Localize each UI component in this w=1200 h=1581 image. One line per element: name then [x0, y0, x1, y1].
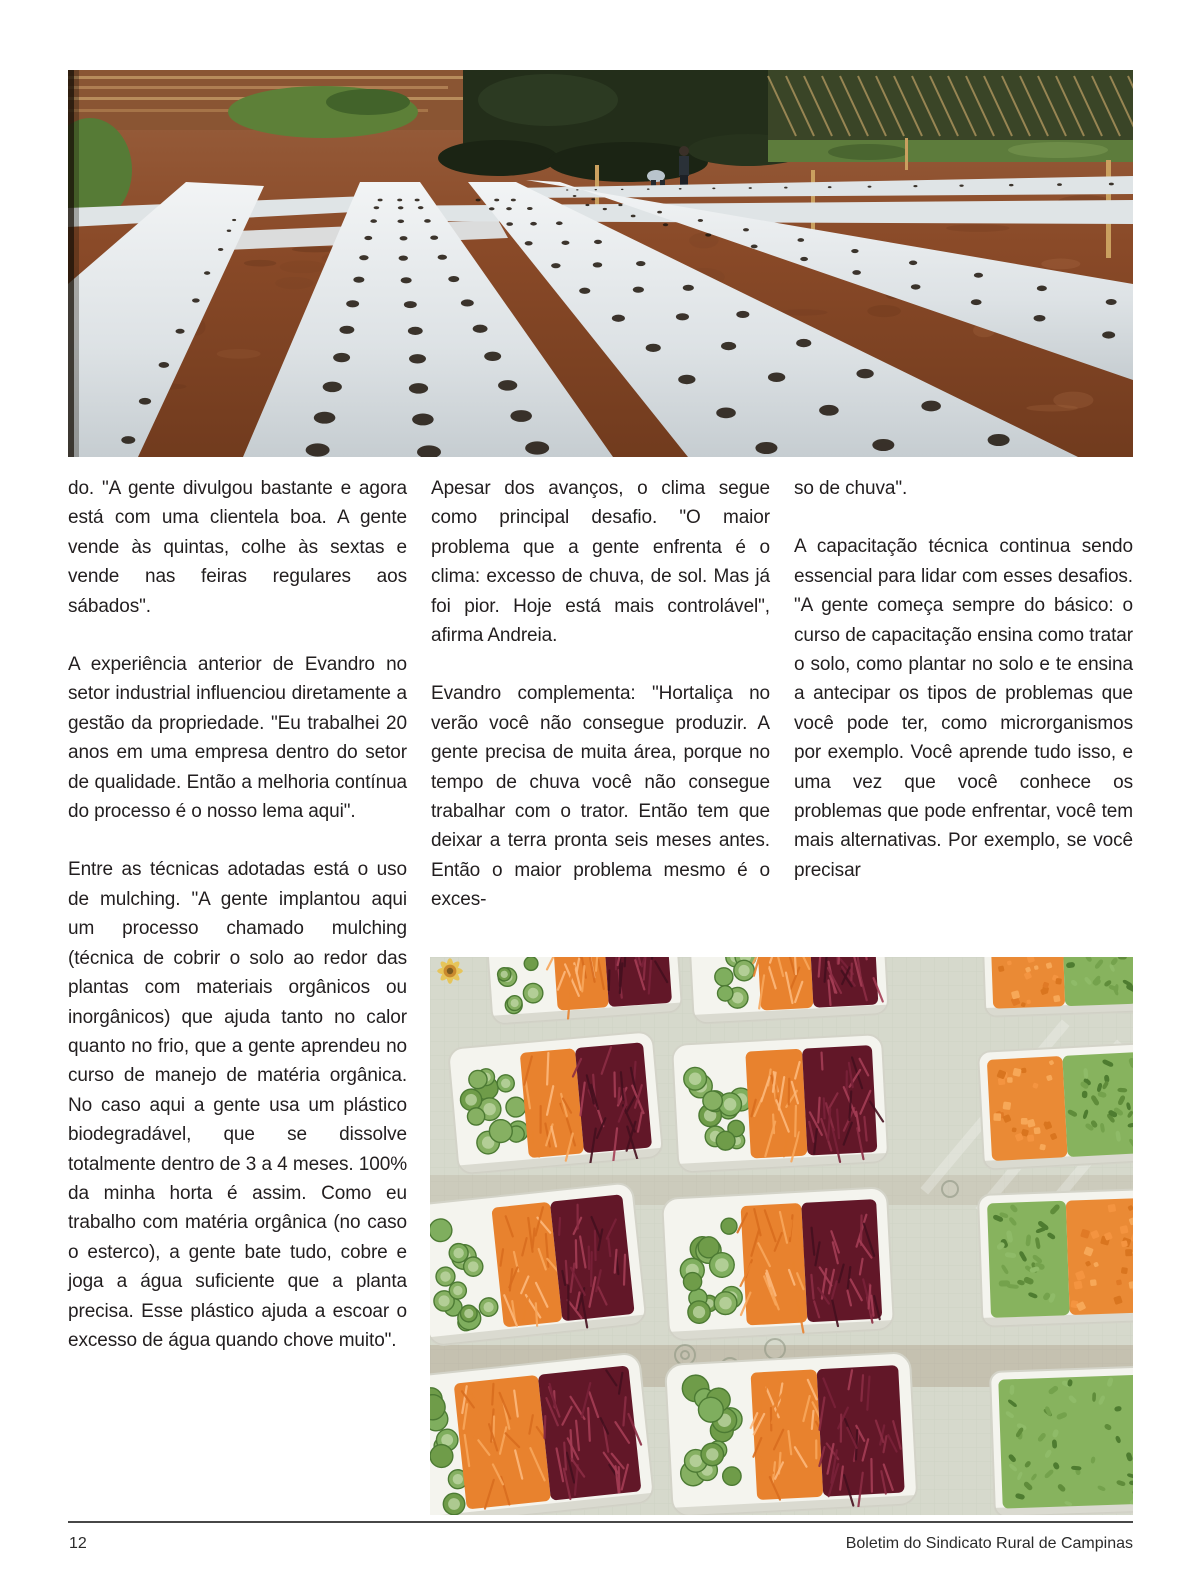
grass-shadow: [326, 89, 410, 115]
photo-edge-fade: [74, 70, 79, 457]
trellis-fence: [768, 70, 1133, 162]
article-paragraph: Apesar dos avanços, o clima segue como principal desafio. "O maior problema que a gente enfrenta é o clima: excesso de chuva, de sol. Mas já foi pior. Hoje está mais controlável", afirma Andreia.: [431, 478, 770, 647]
vegetables-photo-art: [430, 957, 1133, 1515]
field-photo: [68, 70, 1133, 457]
text-column-2: [431, 474, 770, 944]
article-paragraph: Evandro complementa: "Hortaliça no verão você não consegue produzir. A gente precisa de muita área, porque no tempo de chuva você não consegue trabalhar com o trator. Então tem que deixar a terra pronta seis meses antes. Então o maior problema mesmo é o exces-: [431, 683, 770, 911]
sunflower-motif: [437, 958, 463, 984]
page-number: 12: [69, 1535, 87, 1552]
text-column-1: [68, 474, 407, 1384]
article-paragraph: Entre as técnicas adotadas está o uso de mulching. "A gente implantou aqui um processo chamado mulching (técnica de cobrir o solo ao redor das plantas com materiais orgânicos ou inorgânicos) que ajuda tanto no calor quanto no frio, que a gente aprendeu no curso de manejo de matéria orgânica. No caso aqui a gente usa um plástico biodegradável, que se dissolve totalmente dentro de 3 a 4 meses. 100% da minha horta é assim. Como eu trabalho com matéria orgânica (no caso o esterco), a gente bate tudo, cobre e joga a água suficiente que a planta precisa. Esse plástico ajuda a escoar o excesso de água quando chove muito".: [68, 859, 407, 1351]
article-paragraph: A experiência anterior de Evandro no setor industrial influenciou diretamente a gestão da propriedade. "Eu trabalhei 20 anos em uma empresa dentro do setor de qualidade. Então a melhoria contínua do processo é o nosso lema aqui".: [68, 654, 407, 823]
field-photo-art: [68, 70, 1133, 457]
footer-title: Boletim do Sindicato Rural de Campinas: [845, 1535, 1133, 1552]
footer-divider: [68, 1521, 1133, 1523]
article-paragraph: do. "A gente divulgou bastante e agora está com uma clientela boa. A gente vende às quintas, colhe às sextas e vende nas feiras regulares aos sábados".: [68, 478, 407, 617]
text-column-3: [794, 474, 1133, 914]
article-paragraph: so de chuva".: [794, 478, 908, 499]
trees: [438, 70, 808, 182]
photo-edge-shadow: [68, 70, 74, 457]
vegetables-photo: [430, 957, 1133, 1515]
article-paragraph: A capacitação técnica continua sendo essencial para lidar com esses desafios. "A gente começa sempre do básico: o curso de capacitação ensina como tratar o solo, como plantar no solo e te ensina a antecipar os tipos de problemas que você pode ter, como microrganismos por exemplo. Você aprende tudo isso, e uma vez que você conhece os problemas que pode enfrentar, você tem mais alternativas. Por exemplo, se você precisar: [794, 536, 1133, 881]
